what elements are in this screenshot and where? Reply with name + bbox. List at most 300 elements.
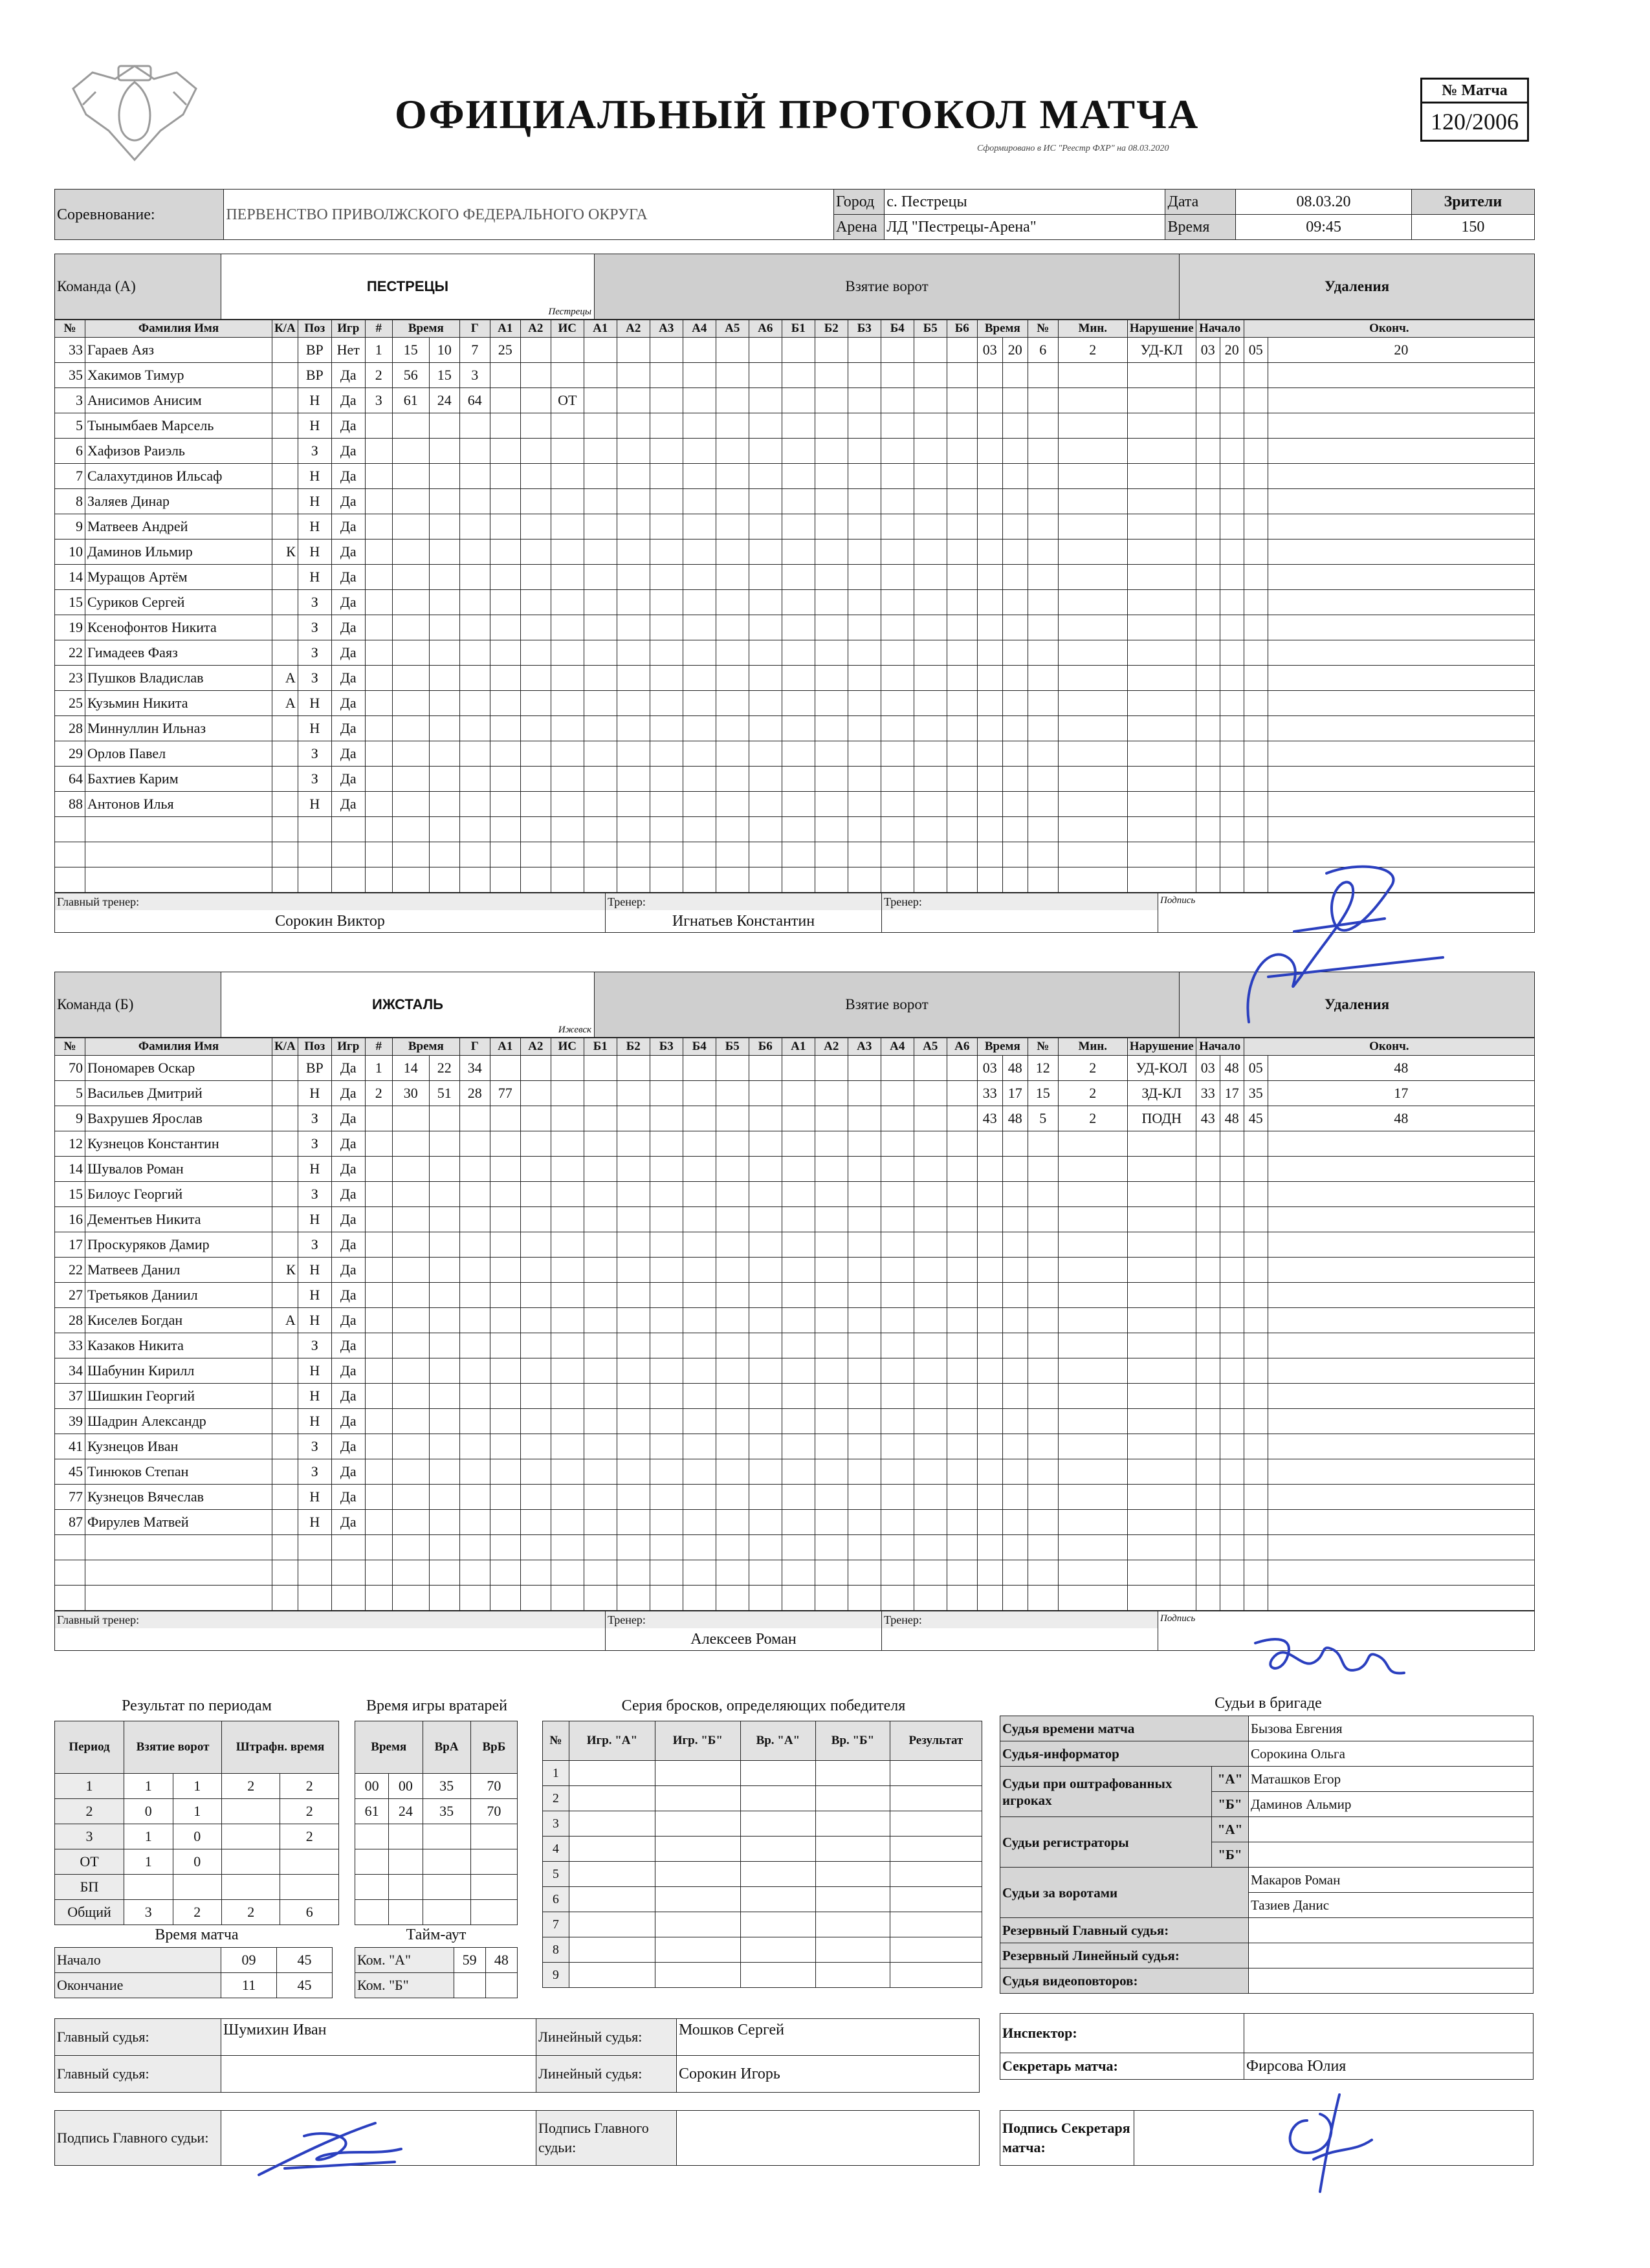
on-ice-cell	[650, 363, 683, 388]
on-ice-cell	[716, 817, 749, 842]
on-ice-cell	[881, 1485, 914, 1510]
on-ice-cell	[914, 388, 947, 413]
on-ice-cell	[683, 792, 716, 817]
penalty-second: 20	[1002, 338, 1028, 363]
player-role	[272, 1056, 298, 1081]
on-ice-cell	[716, 338, 749, 363]
shootout-cell	[569, 1963, 655, 1988]
on-ice-cell	[683, 1560, 716, 1586]
goal-minute	[392, 1434, 429, 1459]
penalty-player: 15	[1028, 1081, 1058, 1106]
penalty-violation	[1127, 1283, 1196, 1308]
on-ice-cell	[617, 1131, 650, 1157]
penalty-minute	[977, 489, 1002, 514]
penalty-minute	[977, 1157, 1002, 1182]
goal-assist1	[490, 388, 520, 413]
penalty-start-s	[1220, 363, 1244, 388]
team-b-penalties-title: Удаления	[1180, 972, 1535, 1038]
player-number	[55, 867, 85, 893]
goal-assist2	[520, 1485, 551, 1510]
on-ice-cell	[947, 1157, 977, 1182]
shootout-row	[543, 1887, 982, 1912]
penalty-start-s	[1220, 792, 1244, 817]
penalty-violation	[1127, 363, 1196, 388]
penalty-start-s	[1220, 540, 1244, 565]
penalty-end-s	[1268, 716, 1534, 741]
on-ice-cell	[749, 1384, 782, 1409]
period-row	[55, 1824, 339, 1849]
penalty-minute	[977, 1358, 1002, 1384]
shootout-cell	[569, 1912, 655, 1937]
match-start-m: 45	[277, 1948, 333, 1973]
player-number: 10	[55, 540, 85, 565]
player-role	[272, 1333, 298, 1358]
goal-number	[365, 565, 392, 590]
penalty-start-m	[1196, 590, 1220, 615]
goal-scorer	[459, 590, 490, 615]
penalty-violation	[1127, 1258, 1196, 1283]
on-ice-cell	[584, 767, 617, 792]
on-ice-cell	[815, 817, 848, 842]
goal-situation	[551, 489, 584, 514]
shootout-title: Серия бросков, определяющих победителя	[621, 1697, 906, 1714]
player-number: 33	[55, 338, 85, 363]
penalty-minute	[977, 1207, 1002, 1232]
penalty-end-s	[1268, 792, 1534, 817]
team-b-col-head: Б4	[683, 1038, 716, 1056]
on-ice-cell	[881, 842, 914, 867]
on-ice-cell	[716, 716, 749, 741]
line-referee-label: Линейный судья:	[536, 2019, 677, 2056]
penalty-minute	[977, 767, 1002, 792]
on-ice-cell	[617, 1308, 650, 1333]
penalty-start-s	[1220, 767, 1244, 792]
player-role	[272, 867, 298, 893]
on-ice-cell	[881, 615, 914, 640]
goal-second: 22	[429, 1056, 459, 1081]
penalty-player	[1028, 489, 1058, 514]
player-number: 7	[55, 464, 85, 489]
goal-number	[365, 1510, 392, 1535]
penalty-minutes	[1058, 1560, 1127, 1586]
player-number: 41	[55, 1434, 85, 1459]
penalty-player	[1028, 1283, 1058, 1308]
goal-second	[429, 842, 459, 867]
goal-minute	[392, 540, 429, 565]
on-ice-cell	[914, 1081, 947, 1106]
goal-situation	[551, 1434, 584, 1459]
penalty-minutes	[1058, 1358, 1127, 1384]
shootout-col-head: Результат	[890, 1721, 982, 1761]
on-ice-cell	[848, 1535, 881, 1560]
penalty-violation	[1127, 388, 1196, 413]
goal-situation	[551, 741, 584, 767]
goal-number	[365, 1308, 392, 1333]
goal-number	[365, 1434, 392, 1459]
goal-second	[429, 666, 459, 691]
goal-assist2	[520, 615, 551, 640]
penalty-minutes	[1058, 1157, 1127, 1182]
player-role	[272, 1232, 298, 1258]
penalty-start-m	[1196, 1434, 1220, 1459]
team-a-col-head: Фамилия Имя	[85, 320, 272, 338]
on-ice-cell	[947, 867, 977, 893]
penalty-minute	[977, 817, 1002, 842]
player-played: Да	[331, 363, 365, 388]
on-ice-cell	[947, 1207, 977, 1232]
on-ice-cell	[815, 1131, 848, 1157]
period-goals-a: 1	[124, 1849, 173, 1875]
penalty-start-s	[1220, 817, 1244, 842]
penalty-end-s	[1268, 666, 1534, 691]
on-ice-cell	[914, 1560, 947, 1586]
penalty-player	[1028, 817, 1058, 842]
video-judge-label: Судья видеоповторов:	[1000, 1968, 1249, 1994]
on-ice-cell	[914, 1510, 947, 1535]
on-ice-cell	[881, 1131, 914, 1157]
goalie-time-row	[355, 1900, 518, 1925]
shootout-number: 6	[543, 1887, 569, 1912]
on-ice-cell	[848, 489, 881, 514]
on-ice-cell	[815, 1459, 848, 1485]
on-ice-cell	[683, 489, 716, 514]
goal-minute	[392, 1308, 429, 1333]
on-ice-cell	[848, 338, 881, 363]
goal-number	[365, 1182, 392, 1207]
goal-assist2	[520, 1409, 551, 1434]
goal-number	[365, 615, 392, 640]
team-a-row	[55, 640, 1535, 666]
goal-situation	[551, 1258, 584, 1283]
goal-second	[429, 817, 459, 842]
period-goals-a	[124, 1875, 173, 1900]
on-ice-cell	[683, 615, 716, 640]
player-role	[272, 615, 298, 640]
player-role: К	[272, 1258, 298, 1283]
on-ice-cell	[716, 741, 749, 767]
on-ice-cell	[749, 817, 782, 842]
team-a-coach2-label: Тренер:	[882, 893, 1158, 911]
penalty-end-m	[1244, 1586, 1268, 1611]
on-ice-cell	[782, 1182, 815, 1207]
on-ice-cell	[716, 1056, 749, 1081]
penalty-second	[1002, 363, 1028, 388]
goalie-minute	[355, 1875, 389, 1900]
penalty-start-s	[1220, 1207, 1244, 1232]
on-ice-cell	[815, 767, 848, 792]
goal-second	[429, 640, 459, 666]
on-ice-cell	[650, 1207, 683, 1232]
player-role	[272, 716, 298, 741]
goal-scorer	[459, 540, 490, 565]
player-played: Да	[331, 1131, 365, 1157]
player-role	[272, 338, 298, 363]
period-pen-a: 2	[222, 1774, 280, 1799]
on-ice-cell	[947, 540, 977, 565]
on-ice-cell	[617, 615, 650, 640]
penalty-minutes	[1058, 1459, 1127, 1485]
penalty-minute	[977, 388, 1002, 413]
penalty-player	[1028, 741, 1058, 767]
team-a-coach1-label: Тренер:	[606, 893, 882, 911]
goal-situation	[551, 792, 584, 817]
on-ice-cell	[815, 1157, 848, 1182]
goal-second	[429, 489, 459, 514]
goal-second	[429, 1586, 459, 1611]
player-name: Хакимов Тимур	[85, 363, 272, 388]
team-a-row	[55, 767, 1535, 792]
penalty-minute	[977, 1131, 1002, 1157]
informer-label: Судья-информатор	[1000, 1741, 1249, 1767]
on-ice-cell	[815, 1283, 848, 1308]
penalty-second	[1002, 817, 1028, 842]
on-ice-cell	[947, 716, 977, 741]
penalty-minutes	[1058, 1409, 1127, 1434]
penbox-label: Судьи при оштрафованных игроках	[1000, 1767, 1212, 1817]
city-value: с. Пестрецы	[885, 190, 1165, 215]
penalty-second	[1002, 867, 1028, 893]
penalty-start-s	[1220, 1283, 1244, 1308]
on-ice-cell	[749, 867, 782, 893]
period-pen-a	[222, 1849, 280, 1875]
on-ice-cell	[881, 666, 914, 691]
shootout-cell	[655, 1761, 741, 1786]
team-b-row	[55, 1258, 1535, 1283]
on-ice-cell	[716, 363, 749, 388]
on-ice-cell	[650, 540, 683, 565]
goal-assist1	[490, 1283, 520, 1308]
goal-second	[429, 1485, 459, 1510]
on-ice-cell	[617, 817, 650, 842]
penalty-player	[1028, 767, 1058, 792]
period-row	[55, 1900, 339, 1925]
on-ice-cell	[683, 741, 716, 767]
penalty-second	[1002, 464, 1028, 489]
on-ice-cell	[848, 1409, 881, 1434]
penbox-b-label: "Б"	[1212, 1792, 1249, 1817]
goal-scorer	[459, 615, 490, 640]
goal-assist2	[520, 338, 551, 363]
player-position: З	[298, 640, 331, 666]
penalty-second	[1002, 691, 1028, 716]
penalty-start-m	[1196, 1232, 1220, 1258]
on-ice-cell	[584, 741, 617, 767]
on-ice-cell	[683, 1510, 716, 1535]
team-a-row	[55, 388, 1535, 413]
goal-second: 10	[429, 338, 459, 363]
goal-minute	[392, 413, 429, 439]
on-ice-cell	[947, 1535, 977, 1560]
team-b-row	[55, 1232, 1535, 1258]
on-ice-cell	[782, 792, 815, 817]
on-ice-cell	[650, 1056, 683, 1081]
on-ice-cell	[683, 338, 716, 363]
team-a-row	[55, 716, 1535, 741]
penalty-violation	[1127, 666, 1196, 691]
team-b-row	[55, 1459, 1535, 1485]
goal-scorer	[459, 1434, 490, 1459]
goal-minute	[392, 1258, 429, 1283]
on-ice-cell	[617, 489, 650, 514]
team-a-row	[55, 741, 1535, 767]
player-role	[272, 1409, 298, 1434]
on-ice-cell	[881, 1358, 914, 1384]
team-b-col-head: Фамилия Имя	[85, 1038, 272, 1056]
penalty-violation	[1127, 1232, 1196, 1258]
goal-number: 1	[365, 338, 392, 363]
on-ice-cell	[584, 1283, 617, 1308]
player-played: Да	[331, 1409, 365, 1434]
goal-situation: ОТ	[551, 388, 584, 413]
time-value: 09:45	[1236, 215, 1412, 240]
on-ice-cell	[749, 842, 782, 867]
penalty-second	[1002, 1182, 1028, 1207]
goal-assist2	[520, 363, 551, 388]
goal-assist2	[520, 867, 551, 893]
player-number: 3	[55, 388, 85, 413]
inspector-table	[1000, 2013, 1534, 2080]
penalty-minute	[977, 1232, 1002, 1258]
goal-assist1	[490, 1182, 520, 1207]
penalty-violation	[1127, 1434, 1196, 1459]
goal-situation	[551, 413, 584, 439]
penalty-player	[1028, 1358, 1058, 1384]
penalty-player	[1028, 1207, 1058, 1232]
goal-minute	[392, 1510, 429, 1535]
goal-number: 1	[365, 1056, 392, 1081]
on-ice-cell	[683, 540, 716, 565]
goal-second	[429, 792, 459, 817]
goalie-a	[423, 1900, 470, 1925]
penalty-minutes	[1058, 792, 1127, 817]
on-ice-cell	[848, 1258, 881, 1283]
goal-minute: 14	[392, 1056, 429, 1081]
on-ice-cell	[914, 1459, 947, 1485]
on-ice-cell	[947, 1131, 977, 1157]
team-b-signature-label: Подпись	[1158, 1611, 1535, 1651]
penalty-end-m	[1244, 767, 1268, 792]
penalty-violation	[1127, 540, 1196, 565]
goal-assist2	[520, 1157, 551, 1182]
on-ice-cell	[617, 1157, 650, 1182]
on-ice-cell	[815, 1384, 848, 1409]
penalty-start-s	[1220, 590, 1244, 615]
on-ice-cell	[815, 540, 848, 565]
penalty-start-m	[1196, 1560, 1220, 1586]
on-ice-cell	[749, 741, 782, 767]
goal-number	[365, 1485, 392, 1510]
on-ice-cell	[617, 1207, 650, 1232]
penalty-end-s	[1268, 741, 1534, 767]
on-ice-cell	[617, 1535, 650, 1560]
on-ice-cell	[617, 1258, 650, 1283]
on-ice-cell	[584, 842, 617, 867]
on-ice-cell	[848, 792, 881, 817]
on-ice-cell	[683, 1384, 716, 1409]
referee-signatures	[54, 2110, 980, 2166]
penalty-violation	[1127, 413, 1196, 439]
shootout-cell	[569, 1761, 655, 1786]
on-ice-cell	[848, 767, 881, 792]
penalty-player	[1028, 666, 1058, 691]
team-b-coach1: Алексеев Роман	[606, 1628, 882, 1651]
penalty-second	[1002, 1157, 1028, 1182]
penalty-end-s	[1268, 1258, 1534, 1283]
penalty-violation	[1127, 1535, 1196, 1560]
player-name: Вахрушев Ярослав	[85, 1106, 272, 1131]
player-position: Н	[298, 1157, 331, 1182]
team-b-col-head: Б5	[716, 1038, 749, 1056]
team-b-col-head: А4	[881, 1038, 914, 1056]
goal-assist2	[520, 716, 551, 741]
penalty-second	[1002, 1485, 1028, 1510]
player-number: 28	[55, 716, 85, 741]
on-ice-cell	[848, 514, 881, 540]
penalty-start-m	[1196, 741, 1220, 767]
player-position: Н	[298, 1081, 331, 1106]
team-b-col-head: Поз	[298, 1038, 331, 1056]
on-ice-cell	[584, 1207, 617, 1232]
on-ice-cell	[749, 1586, 782, 1611]
on-ice-cell	[584, 590, 617, 615]
goal-second	[429, 867, 459, 893]
on-ice-cell	[881, 792, 914, 817]
period-pen-b: 6	[280, 1900, 339, 1925]
goal-number	[365, 817, 392, 842]
penalty-second	[1002, 540, 1028, 565]
penalty-end-m	[1244, 666, 1268, 691]
penbox-a-label: "А"	[1212, 1767, 1249, 1792]
on-ice-cell	[683, 1258, 716, 1283]
on-ice-cell	[947, 439, 977, 464]
penalty-start-s	[1220, 1131, 1244, 1157]
goal-minute	[392, 1358, 429, 1384]
player-played	[331, 1535, 365, 1560]
on-ice-cell	[650, 1535, 683, 1560]
penalty-minute: 03	[977, 338, 1002, 363]
team-b-roster-table	[54, 1038, 1535, 1611]
team-a-row	[55, 691, 1535, 716]
goal-assist1	[490, 1434, 520, 1459]
registrar-label: Судьи регистраторы	[1000, 1817, 1212, 1868]
team-b-col-head: А2	[815, 1038, 848, 1056]
on-ice-cell	[782, 1510, 815, 1535]
goal-scorer	[459, 514, 490, 540]
on-ice-cell	[881, 1106, 914, 1131]
on-ice-cell	[716, 867, 749, 893]
on-ice-cell	[881, 1384, 914, 1409]
timekeeper-value: Бызова Евгения	[1249, 1716, 1534, 1741]
shootout-row	[543, 1761, 982, 1786]
goal-number	[365, 792, 392, 817]
goal-assist2	[520, 1283, 551, 1308]
team-b-goals-title: Взятие ворот	[595, 972, 1180, 1038]
on-ice-cell	[881, 1232, 914, 1258]
player-number: 27	[55, 1283, 85, 1308]
penalty-start-s	[1220, 388, 1244, 413]
shootout-cell	[890, 1862, 982, 1887]
on-ice-cell	[584, 464, 617, 489]
shootout-col-head: Вр. "А"	[740, 1721, 816, 1761]
player-position: З	[298, 1434, 331, 1459]
team-b-coach-signature	[1249, 1630, 1417, 1688]
on-ice-cell	[617, 439, 650, 464]
team-a-row	[55, 565, 1535, 590]
on-ice-cell	[782, 1333, 815, 1358]
on-ice-cell	[848, 1459, 881, 1485]
on-ice-cell	[881, 1258, 914, 1283]
penalty-start-m	[1196, 1258, 1220, 1283]
